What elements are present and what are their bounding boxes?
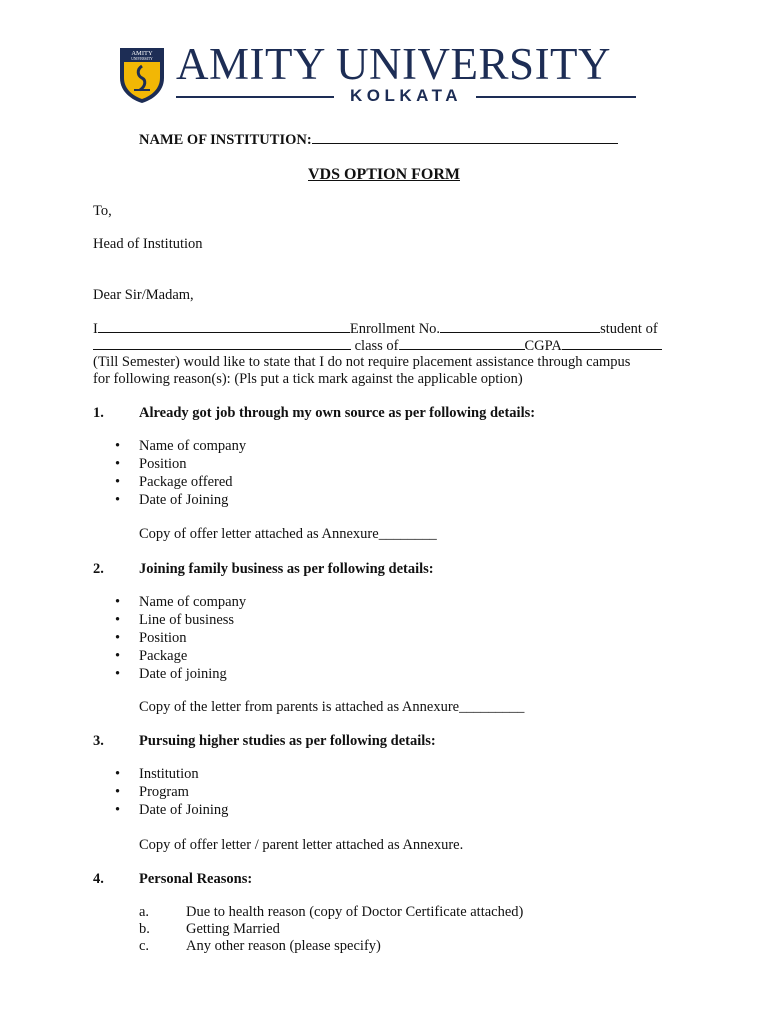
list-item-text: Position xyxy=(139,456,187,472)
amity-logo xyxy=(116,44,168,104)
svg-text:AMITY: AMITY xyxy=(131,50,153,57)
section-1-note: Copy of offer letter attached as Annexure________ xyxy=(139,526,437,542)
list-item-text: Package xyxy=(139,648,188,664)
section-3-list xyxy=(115,765,228,819)
cgpa-label: CGPA xyxy=(524,338,562,354)
student-of-label: student of xyxy=(600,321,658,337)
banner-rule-right xyxy=(476,96,636,98)
list-item[interactable] xyxy=(115,629,246,647)
institution-label: NAME OF INSTITUTION: xyxy=(139,132,312,148)
class-blank[interactable] xyxy=(399,336,525,350)
campus-banner xyxy=(176,85,636,107)
list-item[interactable] xyxy=(115,611,246,629)
list-item-text: Package offered xyxy=(139,474,233,490)
banner-rule-left xyxy=(176,96,334,98)
greeting: Dear Sir/Madam, xyxy=(93,287,194,303)
bullet-icon: • xyxy=(115,666,121,682)
bullet-icon: • xyxy=(115,612,121,628)
reason-c-label: c. xyxy=(139,938,150,954)
list-item[interactable] xyxy=(115,473,246,491)
bullet-icon: • xyxy=(115,438,121,454)
university-name: AMITY UNIVERSITY xyxy=(176,39,612,89)
reason-b-label: b. xyxy=(139,921,150,937)
reason-b-text[interactable]: Getting Married xyxy=(186,921,280,937)
section-1-list xyxy=(115,437,246,509)
enrollment-blank[interactable] xyxy=(440,319,600,333)
section-2-note: Copy of the letter from parents is attached as Annexure_________ xyxy=(139,699,525,715)
list-item-text: Date of Joining xyxy=(139,492,229,508)
form-title: VDS OPTION FORM xyxy=(308,166,460,183)
class-of-label: class of xyxy=(354,338,399,354)
bullet-icon: • xyxy=(115,648,121,664)
list-item[interactable] xyxy=(115,593,246,611)
bullet-icon: • xyxy=(115,784,121,800)
section-3-number: 3. xyxy=(93,733,104,749)
list-item[interactable] xyxy=(115,665,246,683)
declaration-line-3: (Till Semester) would like to state that I do not require placement assistance through campus xyxy=(93,354,631,370)
section-2-number: 2. xyxy=(93,561,104,577)
list-item[interactable] xyxy=(115,437,246,455)
list-item[interactable] xyxy=(115,801,228,819)
list-item-text: Date of joining xyxy=(139,666,227,682)
section-2-heading: Joining family business as per following details: xyxy=(139,561,434,577)
list-item[interactable] xyxy=(115,491,246,509)
salutation-to: To, xyxy=(93,203,112,219)
section-4-number: 4. xyxy=(93,871,104,887)
bullet-icon: • xyxy=(115,492,121,508)
reason-a-text[interactable]: Due to health reason (copy of Doctor Certificate attached) xyxy=(186,904,524,920)
cgpa-blank[interactable] xyxy=(562,336,662,350)
list-item[interactable] xyxy=(115,455,246,473)
section-1-heading: Already got job through my own source as per following details: xyxy=(139,405,536,421)
bullet-icon: • xyxy=(115,474,121,490)
list-item-text: Name of company xyxy=(139,438,247,454)
list-item-text: Name of company xyxy=(139,594,247,610)
bullet-icon: • xyxy=(115,456,121,472)
list-item[interactable] xyxy=(115,765,228,783)
list-item[interactable] xyxy=(115,783,228,801)
bullet-icon: • xyxy=(115,630,121,646)
bullet-icon: • xyxy=(115,594,121,610)
student-name-blank[interactable] xyxy=(98,319,350,333)
bullet-icon: • xyxy=(115,766,121,782)
svg-text:UNIVERSITY: UNIVERSITY xyxy=(131,57,153,61)
reason-c-text[interactable]: Any other reason (please specify) xyxy=(186,938,381,954)
recipient: Head of Institution xyxy=(93,236,203,252)
list-item-text: Position xyxy=(139,630,187,646)
list-item-text: Institution xyxy=(139,766,199,782)
bullet-icon: • xyxy=(115,802,121,818)
list-item-text: Line of business xyxy=(139,612,235,628)
institution-field xyxy=(139,130,618,149)
declaration-i: I xyxy=(93,321,98,337)
program-blank[interactable] xyxy=(93,336,351,350)
enrollment-label: Enrollment No. xyxy=(349,321,441,337)
reason-a-label: a. xyxy=(139,904,150,920)
list-item-text: Program xyxy=(139,784,189,800)
campus-name: KOLKATA xyxy=(349,86,463,105)
section-2-list xyxy=(115,593,246,683)
list-item-text: Date of Joining xyxy=(139,802,229,818)
section-4-heading: Personal Reasons: xyxy=(139,871,253,887)
list-item[interactable] xyxy=(115,647,246,665)
section-3-heading: Pursuing higher studies as per following details: xyxy=(139,733,436,749)
institution-blank[interactable] xyxy=(312,130,618,144)
section-3-note: Copy of offer letter / parent letter attached as Annexure. xyxy=(139,837,464,853)
declaration-line-4: for following reason(s): (Pls put a tick mark against the applicable option) xyxy=(93,371,523,387)
section-1-number: 1. xyxy=(93,405,104,421)
